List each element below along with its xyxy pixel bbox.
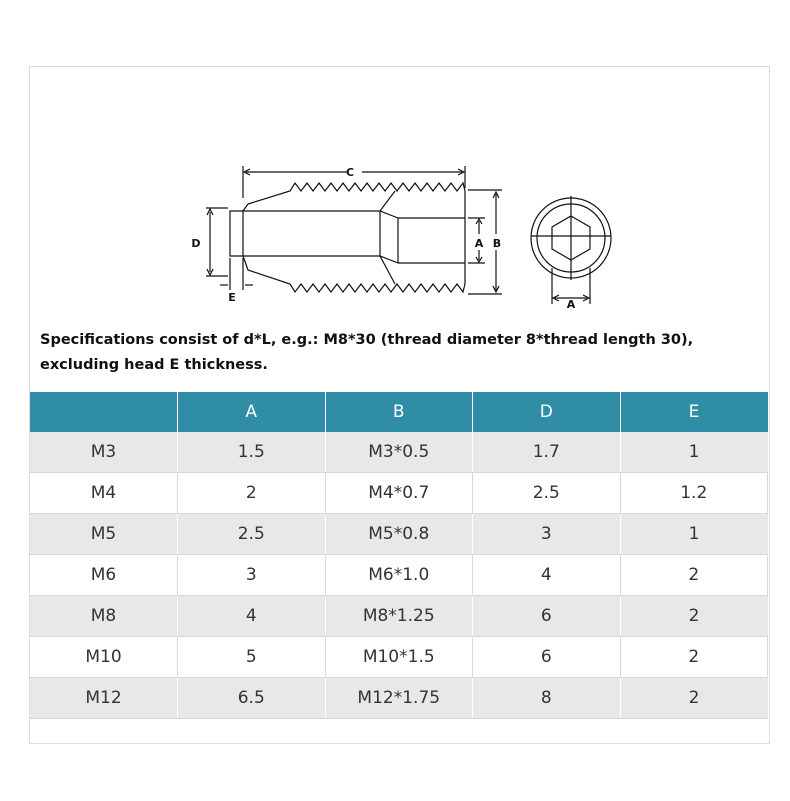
label-a: A [474, 237, 484, 250]
table-cell: 2.5 [473, 473, 621, 514]
table-cell: 6.5 [178, 678, 326, 719]
table-cell: 1.2 [620, 473, 768, 514]
table-row [30, 596, 768, 637]
label-c: C [345, 166, 355, 179]
table-cell: 1 [620, 514, 768, 555]
label-a-end: A [566, 298, 576, 308]
table-cell: 3 [178, 555, 326, 596]
table-cell: M8*1.25 [325, 596, 473, 637]
table-cell: M8 [30, 596, 178, 637]
table-cell: 2 [178, 473, 326, 514]
table-cell: 2.5 [178, 514, 326, 555]
table-cell: M10 [30, 637, 178, 678]
header-cell: D [473, 392, 621, 432]
table-cell: M6*1.0 [325, 555, 473, 596]
table-cell: 2 [620, 678, 768, 719]
table-cell: 1 [620, 432, 768, 473]
table-cell: 2 [620, 637, 768, 678]
label-d: D [191, 237, 201, 250]
table-row [30, 514, 768, 555]
table-header-row [30, 392, 768, 432]
end-view-diagram [525, 158, 615, 308]
spec-table [30, 392, 768, 719]
table-cell: M3*0.5 [325, 432, 473, 473]
label-b: B [492, 237, 502, 250]
label-e: E [228, 291, 236, 304]
table-cell: M12*1.75 [325, 678, 473, 719]
table-cell: M6 [30, 555, 178, 596]
header-cell: A [178, 392, 326, 432]
table-cell: 1.7 [473, 432, 621, 473]
table-cell: 8 [473, 678, 621, 719]
table-cell: M4*0.7 [325, 473, 473, 514]
table-cell: M4 [30, 473, 178, 514]
set-screw-diagram [180, 158, 540, 308]
table-row [30, 473, 768, 514]
table-cell: 5 [178, 637, 326, 678]
table-row [30, 555, 768, 596]
table-row [30, 678, 768, 719]
table-cell: M10*1.5 [325, 637, 473, 678]
table-cell: M5*0.8 [325, 514, 473, 555]
table-cell: M12 [30, 678, 178, 719]
table-cell: 4 [178, 596, 326, 637]
table-cell: 2 [620, 555, 768, 596]
table-cell: 2 [620, 596, 768, 637]
table-cell: M5 [30, 514, 178, 555]
table-cell: 3 [473, 514, 621, 555]
table-cell: 6 [473, 637, 621, 678]
table-cell: 6 [473, 596, 621, 637]
header-cell: B [325, 392, 473, 432]
table-cell: 4 [473, 555, 621, 596]
table-row [30, 432, 768, 473]
table-cell: 1.5 [178, 432, 326, 473]
table-cell: M3 [30, 432, 178, 473]
specification-note: Specifications consist of d*L, e.g.: M8*30 (thread diameter 8*thread length 30), excluding head E thickness. [40, 332, 694, 373]
header-cell [30, 392, 178, 432]
header-cell: E [620, 392, 768, 432]
table-row [30, 637, 768, 678]
